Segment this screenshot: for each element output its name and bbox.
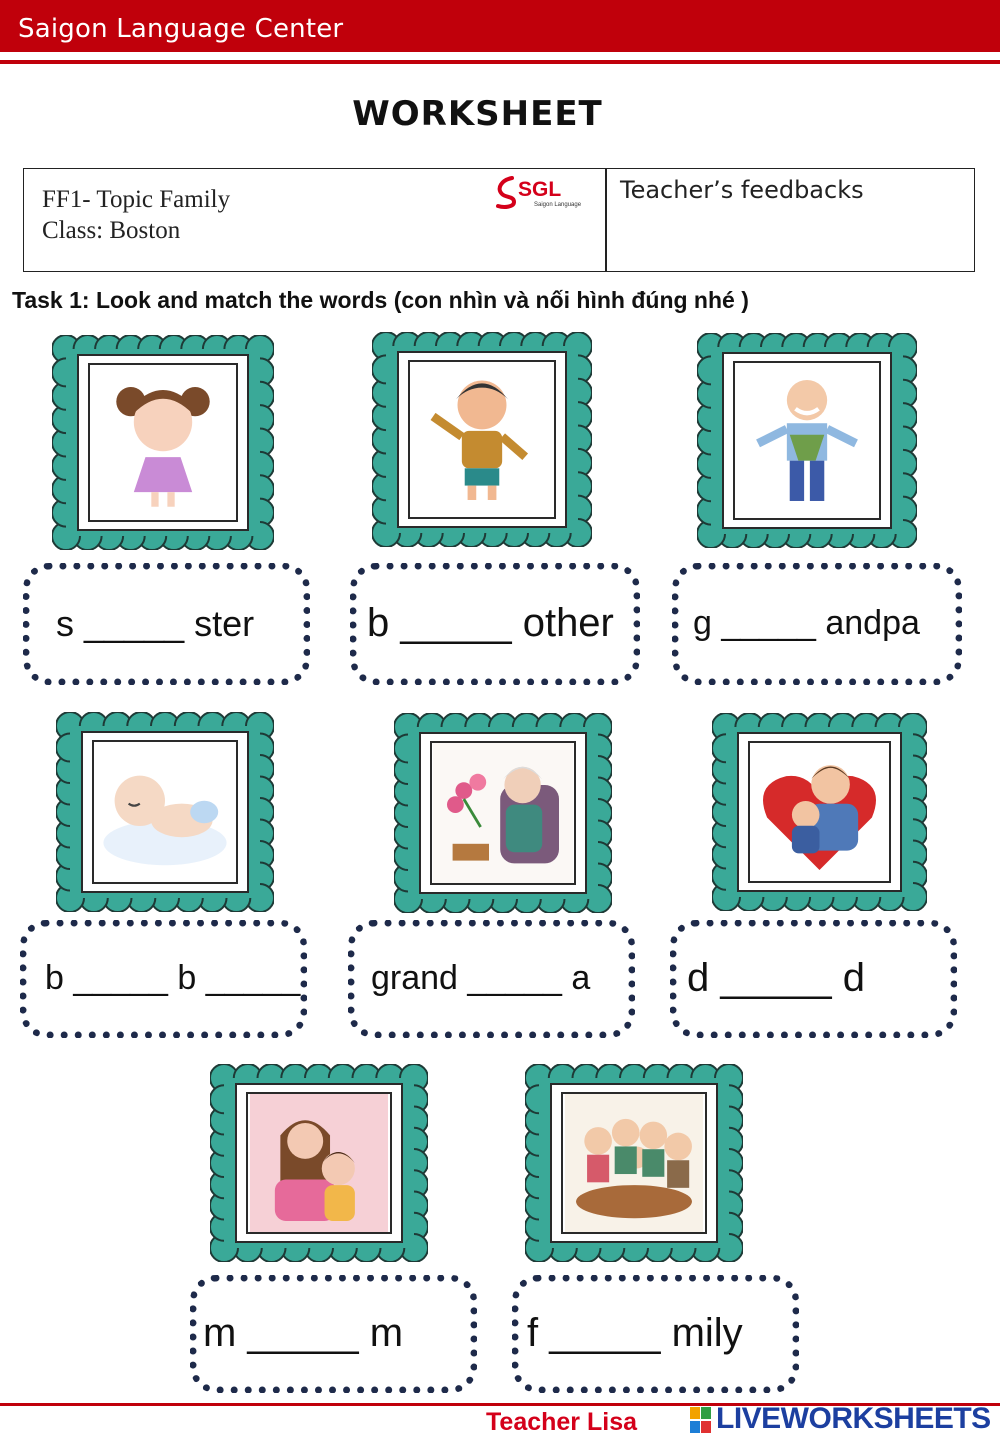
teacher-name: Teacher Lisa xyxy=(486,1408,638,1436)
picture-baby xyxy=(92,740,238,884)
header-divider xyxy=(0,60,1000,64)
picture-frame-dad xyxy=(712,713,927,911)
word-text: f _____ mily xyxy=(527,1311,743,1355)
word-text: d _____ d xyxy=(687,956,865,1000)
picture-grandpa xyxy=(733,361,881,520)
center-name: Saigon Language Center xyxy=(18,14,344,44)
picture-dad xyxy=(748,741,891,883)
picture-boy xyxy=(408,360,556,519)
word-text: g _____ andpa xyxy=(693,604,920,642)
word-text: m _____ m xyxy=(203,1311,404,1355)
picture-family xyxy=(561,1092,707,1234)
class-label: Class: Boston xyxy=(42,217,181,244)
word-box-dad[interactable] xyxy=(670,920,957,1038)
page-title: WORKSHEET xyxy=(352,94,603,134)
svg-text:SGL: SGL xyxy=(518,178,562,201)
picture-mom xyxy=(246,1092,392,1234)
picture-frame-mom xyxy=(210,1064,428,1262)
word-box-family[interactable] xyxy=(512,1275,799,1393)
picture-frame-grandma xyxy=(394,713,612,913)
info-divider xyxy=(605,168,607,272)
picture-frame-boy xyxy=(372,332,592,547)
word-box-grandpa[interactable] xyxy=(672,563,962,685)
liveworksheets-logo-icon xyxy=(690,1407,712,1434)
picture-frame-grandpa xyxy=(697,333,917,548)
word-text: s _____ ster xyxy=(56,603,255,644)
word-box-grandma[interactable] xyxy=(348,920,635,1038)
picture-frame-girl xyxy=(52,335,274,550)
picture-frame-family xyxy=(525,1064,743,1262)
word-text: b _____ b _____ xyxy=(45,959,301,997)
word-text: grand _____ a xyxy=(371,959,591,997)
picture-grandma xyxy=(430,741,576,885)
task-1-title: Task 1: Look and match the words (con nhìn và nối hình đúng nhé ) xyxy=(12,287,749,313)
svg-text:Saigon Language: Saigon Language xyxy=(534,202,582,208)
teacher-feedback-label: Teacher’s feedbacks xyxy=(620,176,864,204)
picture-frame-baby xyxy=(56,712,274,912)
word-box-baby[interactable] xyxy=(20,920,307,1038)
word-box-sister[interactable] xyxy=(23,563,310,685)
sgl-logo xyxy=(494,174,594,210)
picture-girl xyxy=(88,363,238,522)
liveworksheets-brand: LIVEWORKSHEETS xyxy=(716,1402,991,1435)
word-box-mom[interactable] xyxy=(190,1275,477,1393)
course-label: FF1- Topic Family xyxy=(42,186,231,213)
word-box-brother[interactable] xyxy=(350,563,640,685)
word-text: b _____ other xyxy=(367,601,614,645)
